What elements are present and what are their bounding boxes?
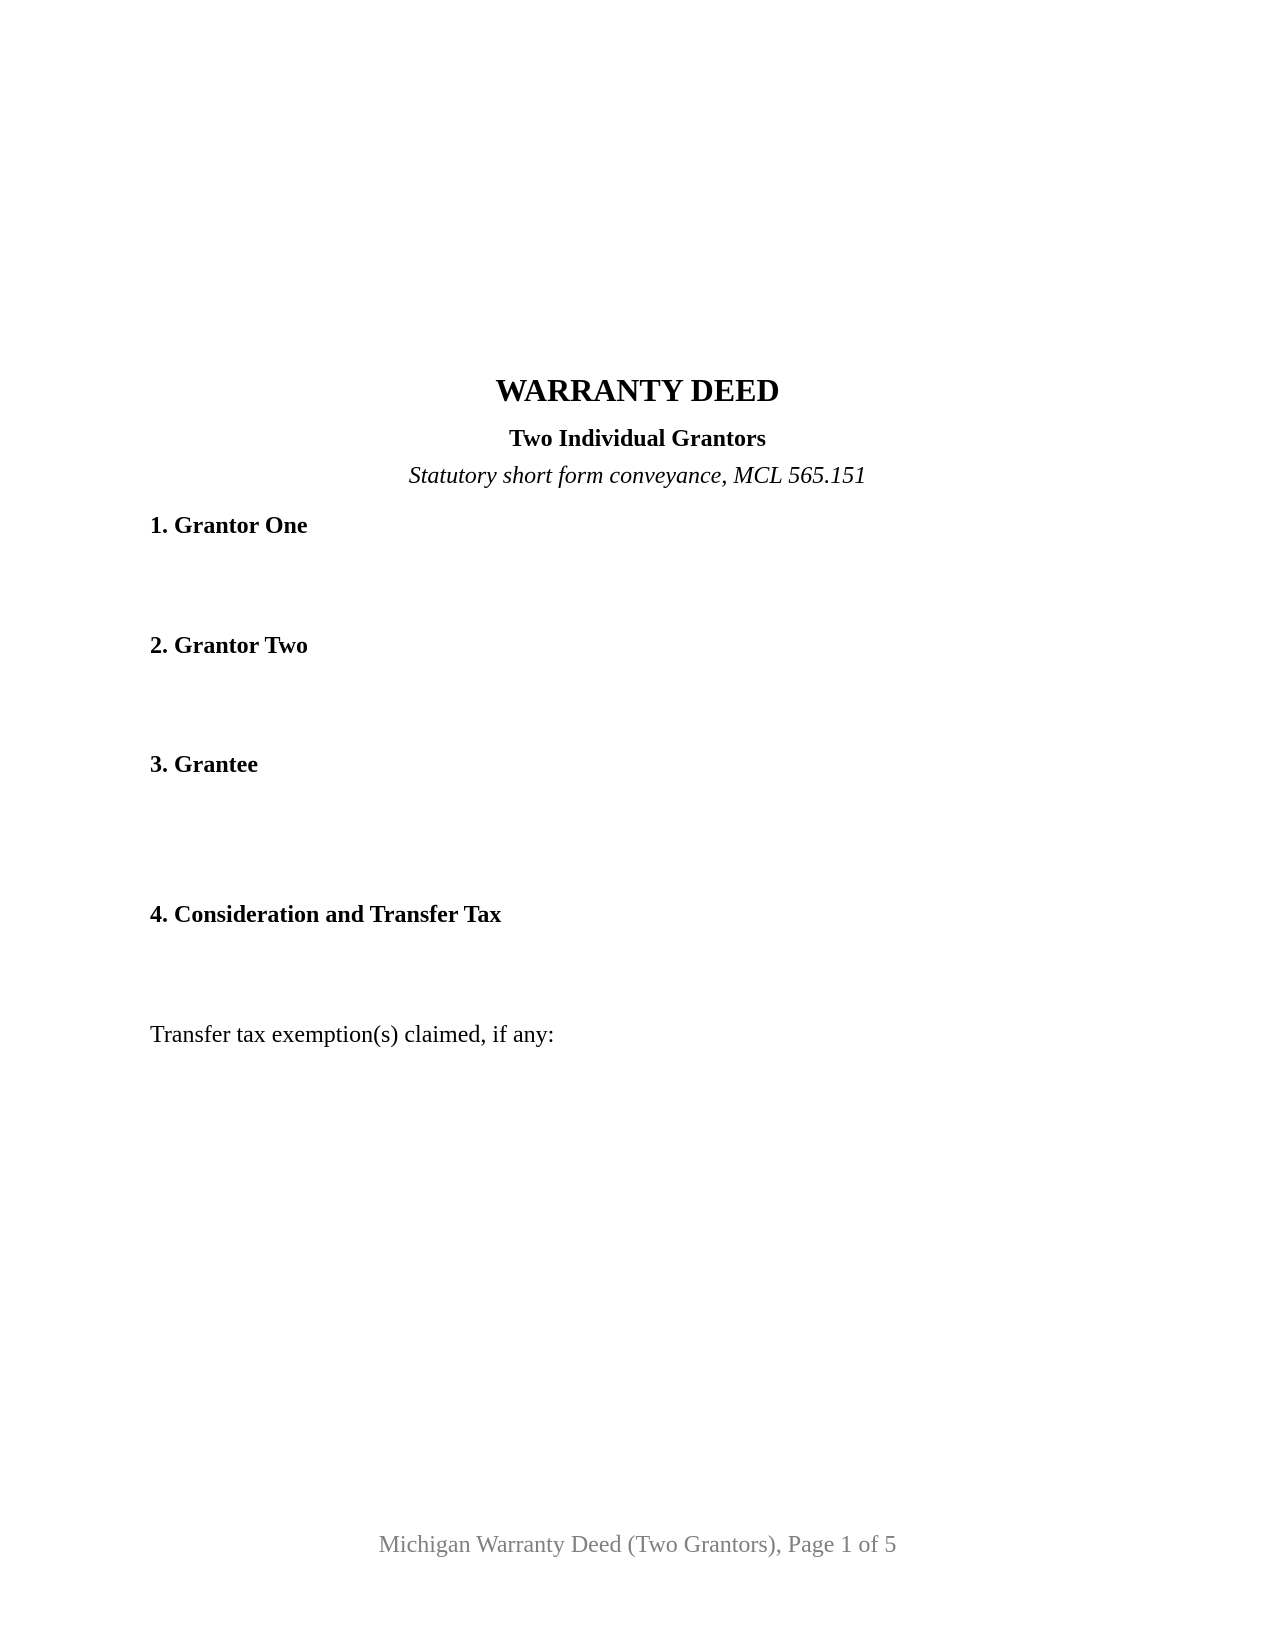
document-title: WARRANTY DEED — [495, 372, 780, 408]
section-heading-grantee: 3. Grantee — [150, 752, 258, 778]
statute-note: Statutory short form conveyance, MCL 565.151 — [408, 463, 867, 489]
exemption-label: Transfer tax exemption(s) claimed, if any: — [150, 1022, 555, 1048]
document-subtitle: Two Individual Grantors — [509, 426, 766, 452]
section-heading-grantor-one: 1. Grantor One — [150, 513, 308, 539]
section-heading-consideration: 4. Consideration and Transfer Tax — [150, 902, 502, 928]
page-footer: Michigan Warranty Deed (Two Grantors), Page 1 of 5 — [378, 1532, 897, 1558]
section-heading-grantor-two: 2. Grantor Two — [150, 633, 309, 659]
